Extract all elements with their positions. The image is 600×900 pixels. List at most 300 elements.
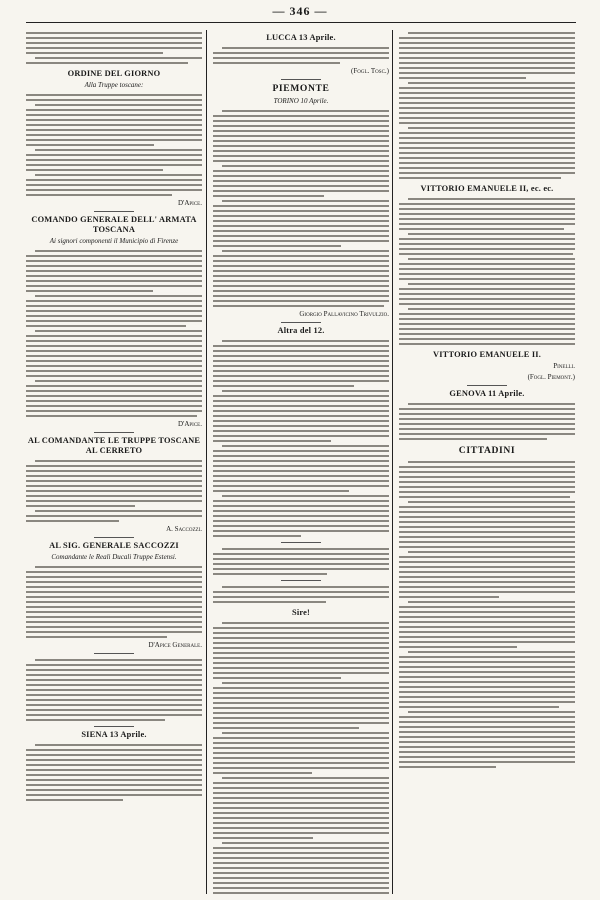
text-line <box>26 789 202 791</box>
text-line <box>213 862 389 864</box>
text-line <box>408 403 575 405</box>
text-line <box>35 295 202 297</box>
text-line <box>399 701 575 703</box>
text-line <box>222 200 389 202</box>
text-line <box>26 94 202 96</box>
text-line <box>26 300 202 302</box>
text-line <box>26 799 123 801</box>
text-line <box>213 385 354 387</box>
signature: D'Apice Generale. <box>148 641 202 649</box>
section-heading: SIENA 13 Aprile. <box>81 730 147 739</box>
text-line <box>26 139 202 141</box>
text-line <box>213 762 389 764</box>
text-line <box>399 761 575 763</box>
section-heading: LUCCA 13 Aprile. <box>266 33 336 42</box>
text-line <box>26 714 202 716</box>
text-line <box>213 480 389 482</box>
text-line <box>213 747 389 749</box>
text-line <box>213 772 312 774</box>
text-line <box>213 490 349 492</box>
signature: D'Apice. <box>178 199 202 207</box>
text-line <box>399 167 575 169</box>
text-line <box>26 119 202 121</box>
text-line <box>399 511 575 513</box>
text-line <box>26 709 202 711</box>
text-line <box>213 350 389 352</box>
text-line <box>213 530 389 532</box>
text-line <box>399 666 575 668</box>
text-line <box>213 240 389 242</box>
text-line <box>26 365 202 367</box>
text-line <box>213 125 389 127</box>
text-line <box>213 225 389 227</box>
text-line <box>35 149 202 151</box>
text-line <box>213 722 389 724</box>
text-line <box>399 263 575 265</box>
text-line <box>213 887 389 889</box>
text-line <box>213 365 389 367</box>
section-heading: Altra del 12. <box>277 326 325 335</box>
text-line <box>222 682 389 684</box>
text-line <box>213 380 389 382</box>
text-line <box>26 315 202 317</box>
text-line <box>399 47 575 49</box>
text-line <box>35 330 202 332</box>
text-line <box>222 622 389 624</box>
text-line <box>399 561 575 563</box>
text-line <box>399 726 575 728</box>
text-line <box>213 737 389 739</box>
text-line <box>26 350 202 352</box>
text-line <box>26 345 202 347</box>
text-line <box>408 308 575 310</box>
text-line <box>399 142 575 144</box>
text-line <box>213 235 389 237</box>
text-line <box>26 719 165 721</box>
text-line <box>399 521 575 523</box>
article-text <box>213 45 389 66</box>
text-line <box>399 418 575 420</box>
text-line <box>213 265 389 267</box>
text-line <box>26 749 202 751</box>
text-line <box>399 117 575 119</box>
text-line <box>399 576 575 578</box>
text-line <box>399 333 575 335</box>
text-line <box>399 656 575 658</box>
text-line <box>213 255 389 257</box>
text-line <box>399 741 575 743</box>
text-line <box>26 360 202 362</box>
section-rule <box>281 322 321 323</box>
text-line <box>399 591 575 593</box>
text-line <box>399 506 575 508</box>
text-line <box>26 42 202 44</box>
text-line <box>399 92 575 94</box>
text-line <box>26 480 202 482</box>
text-line <box>399 611 575 613</box>
text-line <box>213 195 324 197</box>
article-text <box>26 458 202 524</box>
text-line <box>213 505 389 507</box>
text-line <box>26 375 202 377</box>
text-line <box>399 303 575 305</box>
text-line <box>35 510 202 512</box>
page-number: — 346 — <box>272 4 328 18</box>
text-line <box>408 501 575 503</box>
text-line <box>213 632 389 634</box>
text-line <box>26 616 202 618</box>
text-line <box>399 213 575 215</box>
text-line <box>213 642 389 644</box>
section-rule <box>94 537 134 538</box>
text-line <box>399 67 575 69</box>
text-line <box>213 115 389 117</box>
text-line <box>26 335 202 337</box>
text-line <box>213 553 389 555</box>
text-line <box>399 408 575 410</box>
text-line <box>213 155 389 157</box>
section-rule <box>281 79 321 80</box>
text-line <box>26 184 202 186</box>
text-line <box>399 57 575 59</box>
text-line <box>399 102 575 104</box>
text-line <box>399 203 575 205</box>
text-line <box>213 280 389 282</box>
text-line <box>26 699 202 701</box>
text-line <box>399 423 575 425</box>
text-line <box>213 752 389 754</box>
section-subheading: Comandante le Reali Ducali Truppe Estensi. <box>51 553 177 561</box>
text-line <box>213 210 389 212</box>
text-line <box>213 525 389 527</box>
text-line <box>213 295 389 297</box>
text-line <box>213 837 313 839</box>
text-line <box>26 99 202 101</box>
text-line <box>26 52 163 54</box>
text-line <box>399 343 575 345</box>
text-line <box>26 270 202 272</box>
column-3 <box>399 30 575 894</box>
article-text <box>213 584 389 605</box>
text-line <box>26 280 202 282</box>
text-line <box>213 355 389 357</box>
text-line <box>26 255 202 257</box>
text-line <box>399 471 575 473</box>
text-line <box>26 704 202 706</box>
text-line <box>222 842 389 844</box>
text-line <box>399 731 575 733</box>
header-rule <box>26 22 576 23</box>
text-line <box>399 736 575 738</box>
text-line <box>213 817 389 819</box>
text-line <box>213 596 389 598</box>
text-line <box>26 395 202 397</box>
text-line <box>399 172 575 174</box>
text-line <box>213 852 389 854</box>
text-line <box>213 375 389 377</box>
signature: Pinelli. <box>553 362 575 370</box>
text-line <box>213 558 389 560</box>
text-line <box>26 784 202 786</box>
text-line <box>399 438 547 440</box>
text-line <box>35 566 202 568</box>
text-line <box>26 490 202 492</box>
text-line <box>26 410 202 412</box>
text-line <box>26 495 202 497</box>
text-line <box>399 681 575 683</box>
text-line <box>399 716 575 718</box>
text-line <box>213 180 389 182</box>
text-line <box>213 435 389 437</box>
section-heading: AL COMANDANTE LE TRUPPE TOSCANE AL CERRETO <box>27 436 201 455</box>
article-text <box>213 338 389 539</box>
signature: A. Saccozzi. <box>166 525 202 533</box>
article-text <box>213 620 389 894</box>
text-line <box>213 135 389 137</box>
article-text <box>26 30 202 66</box>
text-line <box>26 159 202 161</box>
text-line <box>213 757 389 759</box>
text-line <box>399 177 561 179</box>
text-line <box>399 313 575 315</box>
text-line <box>399 671 575 673</box>
text-line <box>213 120 389 122</box>
text-line <box>26 774 202 776</box>
text-line <box>399 766 496 768</box>
text-line <box>213 145 389 147</box>
text-line <box>399 97 575 99</box>
text-line <box>26 37 202 39</box>
text-line <box>399 107 575 109</box>
text-line <box>26 194 172 196</box>
text-line <box>26 164 202 166</box>
text-line <box>35 250 202 252</box>
text-line <box>213 677 341 679</box>
section-heading: GENOVA 11 Aprile. <box>449 389 525 398</box>
text-line <box>399 338 575 340</box>
text-line <box>26 144 154 146</box>
text-line <box>213 485 389 487</box>
text-line <box>213 767 389 769</box>
article-text <box>399 196 575 347</box>
text-line <box>213 797 389 799</box>
section-heading: Sire! <box>291 608 311 617</box>
text-line <box>213 430 389 432</box>
section-rule <box>94 432 134 433</box>
text-line <box>408 711 575 713</box>
text-line <box>213 717 389 719</box>
text-line <box>213 62 340 64</box>
text-line <box>399 586 575 588</box>
text-line <box>399 531 575 533</box>
text-line <box>213 892 389 894</box>
text-line <box>35 744 202 746</box>
text-line <box>26 794 202 796</box>
text-line <box>35 174 202 176</box>
text-line <box>213 270 389 272</box>
text-line <box>213 290 389 292</box>
text-line <box>399 152 575 154</box>
text-line <box>399 621 575 623</box>
text-line <box>26 325 186 327</box>
text-line <box>399 581 575 583</box>
section-heading: VITTORIO EMANUELE II, ec. ec. <box>420 184 554 193</box>
text-line <box>213 220 389 222</box>
text-line <box>26 370 202 372</box>
column-2 <box>213 30 389 894</box>
text-line <box>399 122 575 124</box>
text-line <box>399 636 575 638</box>
text-line <box>399 476 575 478</box>
article-text <box>399 459 575 770</box>
text-line <box>26 355 202 357</box>
text-line <box>26 636 167 638</box>
text-line <box>26 470 202 472</box>
text-line <box>399 526 575 528</box>
text-line <box>213 563 389 565</box>
text-line <box>213 822 389 824</box>
text-line <box>399 616 575 618</box>
text-line <box>408 551 575 553</box>
text-line <box>399 273 575 275</box>
text-line <box>399 556 575 558</box>
text-line <box>399 751 575 753</box>
text-line <box>399 691 575 693</box>
text-line <box>222 110 389 112</box>
text-line <box>399 606 575 608</box>
text-line <box>35 57 202 59</box>
text-line <box>26 601 202 603</box>
text-line <box>213 712 389 714</box>
text-line <box>213 455 389 457</box>
text-line <box>213 792 389 794</box>
text-line <box>399 746 575 748</box>
text-line <box>399 52 575 54</box>
text-line <box>213 702 389 704</box>
text-line <box>408 651 575 653</box>
section-heading: CITTADINI <box>458 445 516 456</box>
text-line <box>26 606 202 608</box>
text-line <box>399 238 575 240</box>
text-line <box>26 505 135 507</box>
text-line <box>399 646 517 648</box>
text-line <box>26 290 153 292</box>
text-line <box>213 647 389 649</box>
text-line <box>399 37 575 39</box>
text-line <box>213 205 389 207</box>
text-line <box>35 104 202 106</box>
text-line <box>399 132 575 134</box>
text-line <box>213 500 389 502</box>
text-line <box>213 425 389 427</box>
text-line <box>26 47 202 49</box>
text-line <box>399 248 575 250</box>
text-line <box>26 626 202 628</box>
text-line <box>26 515 202 517</box>
text-line <box>408 32 575 34</box>
text-line <box>26 694 202 696</box>
signature: (Fogl. Piemont.) <box>527 373 575 381</box>
text-line <box>213 652 389 654</box>
text-line <box>213 345 389 347</box>
text-line <box>213 215 389 217</box>
text-line <box>213 395 389 397</box>
text-line <box>213 260 389 262</box>
text-line <box>26 310 202 312</box>
text-line <box>26 129 202 131</box>
text-line <box>213 627 389 629</box>
text-line <box>399 328 575 330</box>
text-line <box>213 130 389 132</box>
section-rule <box>467 385 507 386</box>
text-line <box>222 390 389 392</box>
text-line <box>399 298 575 300</box>
text-line <box>213 882 389 884</box>
text-line <box>399 243 575 245</box>
text-line <box>213 657 389 659</box>
text-line <box>213 305 384 307</box>
text-line <box>213 812 389 814</box>
text-line <box>399 428 575 430</box>
text-line <box>399 72 575 74</box>
text-line <box>26 669 202 671</box>
text-line <box>26 154 202 156</box>
text-line <box>213 370 389 372</box>
text-line <box>26 260 202 262</box>
article-text <box>26 742 202 803</box>
text-line <box>26 179 202 181</box>
signature: D'Apice. <box>178 420 202 428</box>
text-line <box>26 114 202 116</box>
text-line <box>399 626 575 628</box>
text-line <box>399 228 564 230</box>
text-line <box>222 777 389 779</box>
article-text <box>26 248 202 419</box>
text-line <box>26 679 202 681</box>
text-line <box>213 450 389 452</box>
text-line <box>26 340 202 342</box>
article-text <box>26 92 202 198</box>
text-line <box>222 165 389 167</box>
text-line <box>222 250 389 252</box>
text-line <box>213 520 389 522</box>
text-line <box>26 109 202 111</box>
text-line <box>213 415 389 417</box>
text-line <box>26 320 202 322</box>
text-line <box>213 190 389 192</box>
text-line <box>222 495 389 497</box>
text-line <box>399 546 575 548</box>
text-line <box>213 400 389 402</box>
text-line <box>213 300 389 302</box>
article-text <box>26 657 202 723</box>
text-line <box>222 732 389 734</box>
text-line <box>408 461 575 463</box>
text-line <box>399 77 526 79</box>
text-line <box>399 466 575 468</box>
section-subheading: TORINO 10 Aprile. <box>273 97 329 105</box>
text-line <box>35 380 202 382</box>
text-line <box>399 486 575 488</box>
text-line <box>408 198 575 200</box>
section-rule <box>94 211 134 212</box>
article-text <box>213 546 389 577</box>
text-line <box>26 32 202 34</box>
text-line <box>399 42 575 44</box>
text-line <box>213 667 389 669</box>
text-line <box>408 283 575 285</box>
text-line <box>213 460 389 462</box>
